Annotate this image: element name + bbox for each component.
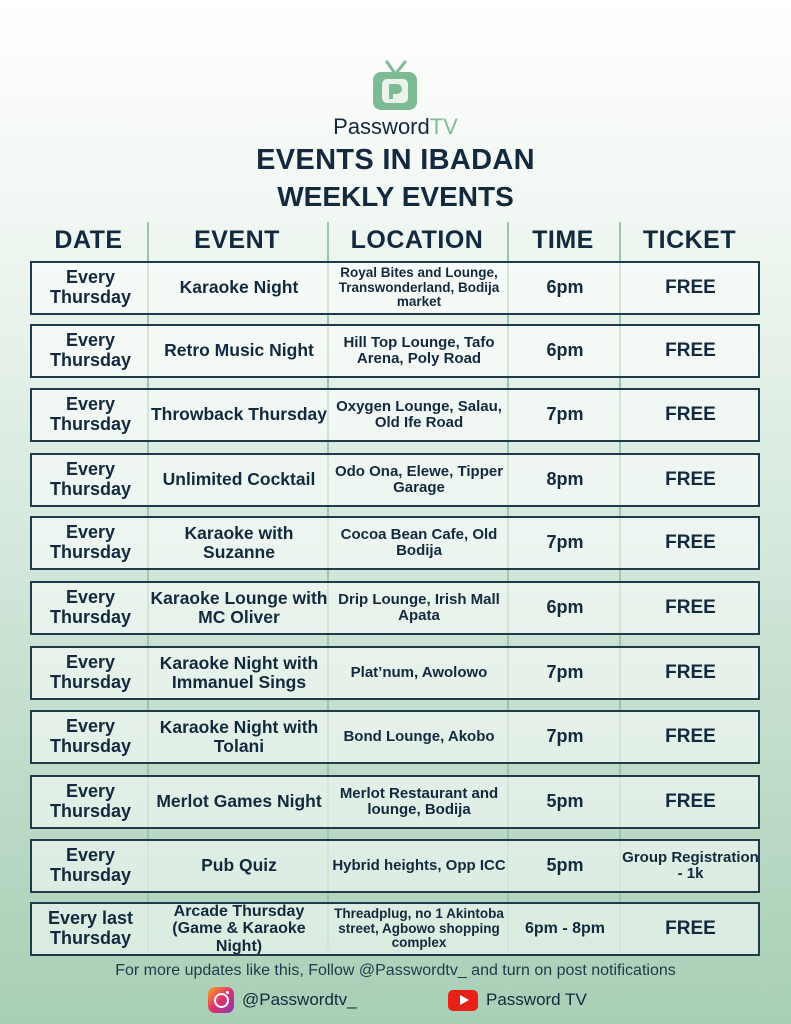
location-cell: Hybrid heights, Opp ICC bbox=[332, 856, 506, 874]
location-cell: Drip Lounge, Irish Mall Apata bbox=[338, 590, 500, 624]
ticket-cell: Group Registration - 1k bbox=[622, 848, 759, 882]
header-ticket: TICKET bbox=[642, 226, 737, 254]
header-event: EVENT bbox=[194, 226, 280, 254]
table-row bbox=[30, 581, 760, 635]
location-cell: Hill Top Lounge, Tafo Arena, Poly Road bbox=[343, 333, 495, 367]
ticket-cell: FREE bbox=[665, 790, 716, 812]
table-row bbox=[30, 516, 760, 570]
header-location: LOCATION bbox=[350, 226, 484, 254]
time-cell: 6pm bbox=[546, 277, 584, 298]
time-cell: 7pm bbox=[546, 726, 584, 747]
event-cell: Unlimited Cocktail bbox=[162, 469, 316, 490]
event-cell: Arcade Thursday (Game & Karaoke Night) bbox=[172, 902, 306, 955]
ticket-cell: FREE bbox=[665, 917, 716, 939]
instagram-icon bbox=[208, 987, 234, 1013]
instagram-handle: @Passwordtv_ bbox=[242, 990, 357, 1009]
event-cell: Karaoke Night with Immanuel Sings bbox=[159, 652, 319, 692]
table-row bbox=[30, 261, 760, 315]
event-cell: Throwback Thursday bbox=[150, 404, 327, 425]
footer-note: For more updates like this, Follow @Passwordtv_ and turn on post notifications bbox=[115, 962, 676, 979]
date-cell: Every Thursday bbox=[49, 330, 132, 370]
youtube-link[interactable] bbox=[448, 986, 587, 1014]
header-time: TIME bbox=[532, 226, 594, 254]
ticket-cell: FREE bbox=[665, 531, 716, 553]
time-cell: 8pm bbox=[546, 469, 584, 490]
date-cell: Every Thursday bbox=[49, 781, 132, 821]
location-cell: Plat’num, Awolowo bbox=[350, 663, 488, 681]
time-cell: 7pm bbox=[546, 662, 584, 683]
ticket-cell: FREE bbox=[665, 661, 716, 683]
location-cell: Oxygen Lounge, Salau, Old Ife Road bbox=[336, 397, 502, 431]
event-cell: Karaoke Lounge with MC Oliver bbox=[150, 587, 328, 627]
time-cell: 6pm - 8pm bbox=[524, 920, 605, 938]
location-cell: Odo Ona, Elewe, Tipper Garage bbox=[334, 462, 504, 496]
youtube-channel: Password TV bbox=[486, 990, 587, 1009]
date-cell: Every Thursday bbox=[49, 522, 132, 562]
event-cell: Karaoke with Suzanne bbox=[184, 522, 294, 562]
ticket-cell: FREE bbox=[665, 468, 716, 490]
time-cell: 6pm bbox=[546, 597, 584, 618]
event-cell: Retro Music Night bbox=[164, 340, 314, 361]
brand-name-part2: TV bbox=[429, 114, 458, 139]
table-row bbox=[30, 324, 760, 378]
event-cell: Merlot Games Night bbox=[156, 791, 322, 812]
location-cell: Threadplug, no 1 Akintoba street, Agbowo shopping complex bbox=[334, 905, 504, 951]
date-cell: Every Thursday bbox=[49, 845, 132, 885]
event-cell: Pub Quiz bbox=[201, 855, 277, 876]
event-cell: Karaoke Night bbox=[179, 277, 299, 298]
location-cell: Merlot Restaurant and lounge, Bodija bbox=[339, 784, 499, 818]
instagram-link[interactable] bbox=[208, 986, 357, 1014]
table-row bbox=[30, 388, 760, 442]
date-cell: Every last Thursday bbox=[47, 908, 134, 948]
date-cell: Every Thursday bbox=[49, 459, 132, 499]
event-cell: Karaoke Night with Tolani bbox=[159, 716, 319, 756]
page-subtitle: WEEKLY EVENTS bbox=[277, 181, 514, 212]
location-cell: Bond Lounge, Akobo bbox=[343, 727, 495, 745]
table-row bbox=[30, 775, 760, 829]
date-cell: Every Thursday bbox=[49, 652, 132, 692]
table-row bbox=[30, 902, 760, 956]
header-date: DATE bbox=[54, 226, 123, 254]
table-row bbox=[30, 453, 760, 507]
table-row bbox=[30, 839, 760, 893]
location-cell: Royal Bites and Lounge, Transwonderland, Bodija market bbox=[338, 264, 500, 310]
ticket-cell: FREE bbox=[665, 339, 716, 361]
password-tv-logo-icon bbox=[371, 60, 419, 114]
brand-name bbox=[0, 114, 791, 140]
date-cell: Every Thursday bbox=[49, 587, 132, 627]
table-row bbox=[30, 646, 760, 700]
ticket-cell: FREE bbox=[665, 596, 716, 618]
date-cell: Every Thursday bbox=[49, 716, 132, 756]
time-cell: 6pm bbox=[546, 340, 584, 361]
page-title: EVENTS IN IBADAN bbox=[256, 144, 535, 176]
date-cell: Every Thursday bbox=[49, 394, 132, 434]
youtube-icon bbox=[448, 990, 478, 1011]
ticket-cell: FREE bbox=[665, 276, 716, 298]
date-cell: Every Thursday bbox=[49, 267, 132, 307]
location-cell: Cocoa Bean Cafe, Old Bodija bbox=[340, 525, 498, 559]
ticket-cell: FREE bbox=[665, 725, 716, 747]
time-cell: 7pm bbox=[546, 532, 584, 553]
brand-name-part1: Password bbox=[333, 114, 430, 139]
time-cell: 5pm bbox=[546, 855, 584, 876]
ticket-cell: FREE bbox=[665, 403, 716, 425]
time-cell: 5pm bbox=[546, 791, 584, 812]
time-cell: 7pm bbox=[546, 404, 584, 425]
table-row bbox=[30, 710, 760, 764]
